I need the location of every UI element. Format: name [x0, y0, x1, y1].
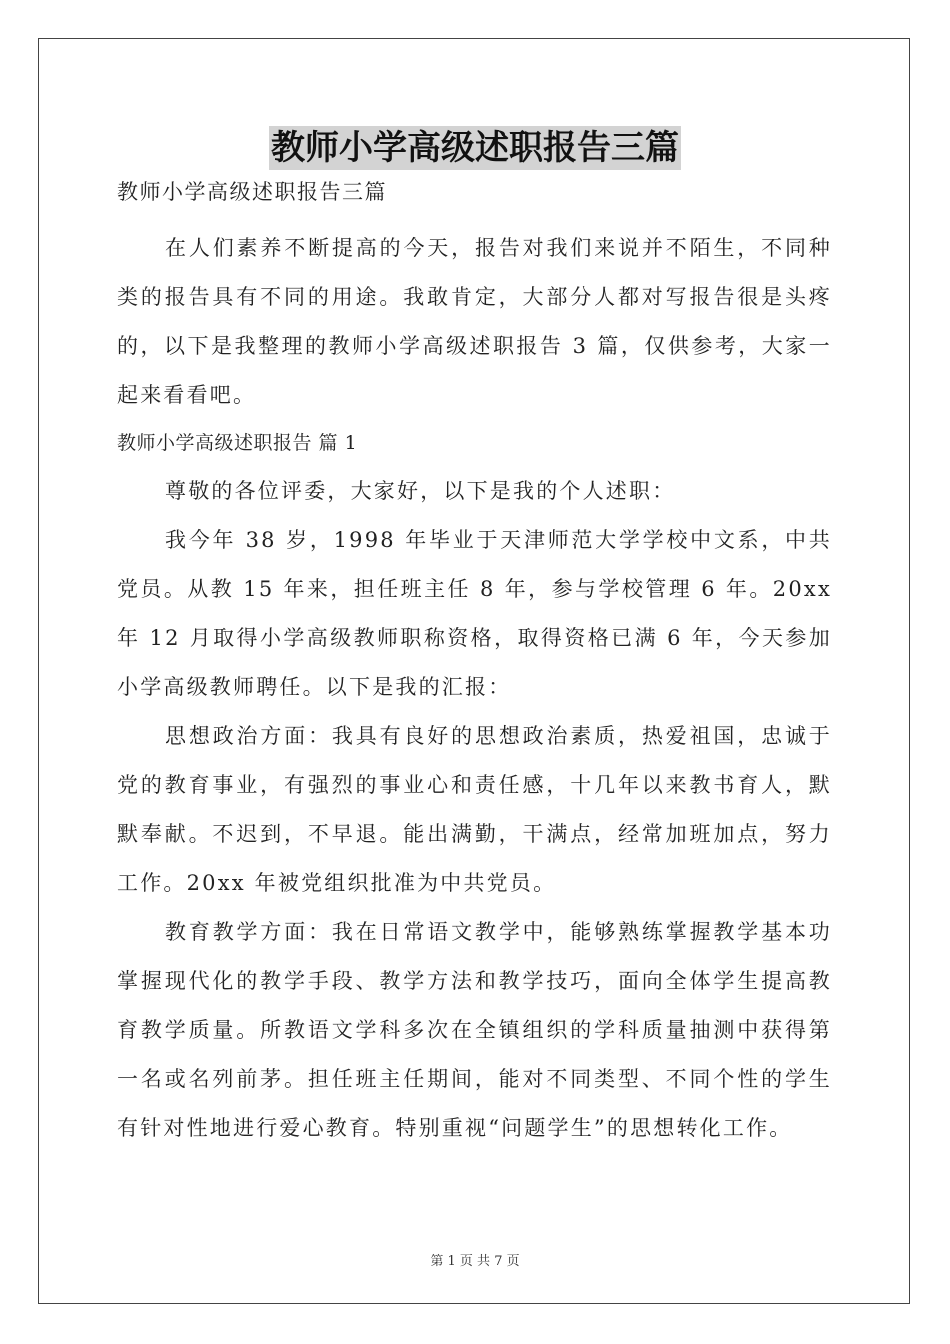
document-subtitle: 教师小学高级述职报告三篇 [117, 180, 387, 204]
document-title: 教师小学高级述职报告三篇 [271, 128, 679, 168]
intro-paragraph: 在人们素养不断提高的今天，报告对我们来说并不陌生，不同种类的报告具有不同的用途。我敢肯定，大部分人都对写报告很是头疼的，以下是我整理的教师小学高级述职报告 3 篇，仅供参考，大家一起来看看吧。 [117, 236, 832, 407]
paragraph-background: 我今年 38 岁，1998 年毕业于天津师范大学学校中文系，中共党员。从教 15 年来，担任班主任 8 年，参与学校管理 6 年。20xx 年 12 月取得小学高级教师职称资格，取得资格已满 6 年，今天参加小学高级教师聘任。以下是我的汇报： [117, 528, 832, 699]
page-footer: 第 1 页 共 7 页 [430, 1254, 520, 1269]
paragraph-greeting: 尊敬的各位评委，大家好，以下是我的个人述职： [165, 479, 676, 503]
document-body [117, 180, 832, 1153]
paragraph-teaching: 教育教学方面：我在日常语文教学中，能够熟练掌握教学基本功掌握现代化的教学手段、教学方法和教学技巧，面向全体学生提高教育教学质量。所教语文学科多次在全镇组织的学科质量抽测中获得第一名或名列前茅。担任班主任期间，能对不同类型、不同个性的学生有针对性地进行爱心教育。特别重视“问题学生”的思想转化工作。 [117, 920, 832, 1140]
section-heading: 教师小学高级述职报告 篇 1 [117, 432, 358, 454]
title-container [0, 126, 950, 170]
paragraph-political: 思想政治方面：我具有良好的思想政治素质，热爱祖国，忠诚于党的教育事业，有强烈的事业心和责任感，十几年以来教书育人，默默奉献。不迟到，不早退。能出满勤，干满点，经常加班加点，努力工作。20xx 年被党组织批准为中共党员。 [117, 724, 832, 895]
